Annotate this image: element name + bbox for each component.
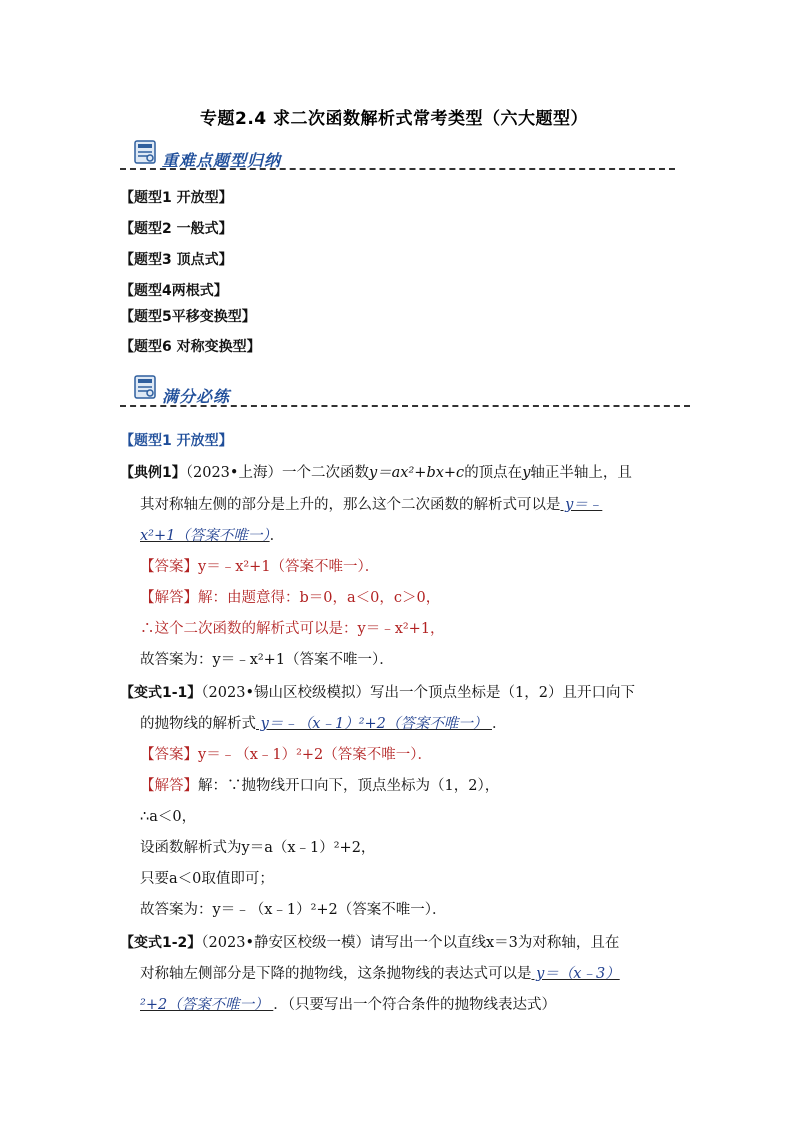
type1-heading: 【题型1 开放型】: [120, 433, 233, 449]
variant12-line1: 【变式1-2】（2023•静安区校级一模）请写出一个以直线x＝3为对称轴，且在: [120, 935, 620, 951]
toc-item: 【题型6 对称变换型】: [120, 339, 261, 355]
example1-solution-line3: 故答案为：y＝﹣x²+1（答案不唯一）．: [140, 652, 394, 668]
document-icon: [134, 140, 156, 164]
toc-item: 【题型2 一般式】: [120, 221, 233, 237]
example1-line2: 其对称轴左侧的部分是上升的，那么这个二次函数的解析式可以是 y＝﹣: [140, 497, 603, 513]
variant11-line2: 的抛物线的解析式 y＝﹣（x﹣1）²+2（答案不唯一） ．: [140, 716, 507, 732]
toc-item: 【题型4两根式】: [120, 283, 228, 299]
example1-line1: 【典例1】（2023•上海）一个二次函数y＝ax²+bx+c的顶点在y轴正半轴上，且: [120, 465, 632, 481]
answer-blank: y＝﹣: [560, 497, 603, 513]
variant11-solution-line5: 故答案为：y＝﹣（x﹣1）²+2（答案不唯一）．: [140, 902, 447, 918]
variant-tag: 【变式1-1】: [120, 685, 202, 701]
example1-line3: x²+1（答案不唯一）．: [140, 528, 285, 544]
section-divider: [120, 405, 690, 407]
section-heading-practice: 满分必练: [162, 387, 231, 406]
toc-item: 【题型5平移变换型】: [120, 309, 256, 325]
answer-blank: ²+2（答案不唯一）: [140, 997, 274, 1013]
answer-blank: x²+1（答案不唯一）: [140, 528, 270, 544]
variant11-answer: 【答案】y＝﹣（x﹣1）²+2（答案不唯一）．: [140, 747, 433, 763]
document-icon: [134, 375, 156, 399]
variant11-line1: 【变式1-1】（2023•锡山区校级模拟）写出一个顶点坐标是（1，2）且开口向下: [120, 685, 635, 701]
toc-item: 【题型1 开放型】: [120, 190, 233, 206]
section-heading-key-types: 重难点题型归纳: [162, 151, 282, 170]
example1-solution-line1: 【解答】解：由题意得：b＝0，a＜0，c＞0，: [140, 590, 441, 606]
variant12-line3: ²+2（答案不唯一） ．（只要写出一个符合条件的抛物线表达式）: [140, 997, 557, 1013]
variant11-solution-line2: ∴a＜0，: [140, 809, 197, 825]
section-divider: [120, 168, 675, 170]
variant11-solution-line1: 【解答】解：∵抛物线开口向下，顶点坐标为（1，2），: [140, 778, 500, 794]
answer-blank: y＝﹣（x﹣1）²+2（答案不唯一）: [256, 716, 492, 732]
example-tag: 【典例1】: [120, 465, 186, 481]
answer-blank: y＝（x﹣3）: [531, 966, 620, 982]
toc-item: 【题型3 顶点式】: [120, 252, 233, 268]
variant12-line2: 对称轴左侧部分是下降的抛物线，这条抛物线的表达式可以是 y＝（x﹣3）: [140, 966, 620, 982]
page-title: 专题2.4 求二次函数解析式常考类型（六大题型）: [200, 109, 589, 129]
variant11-solution-line3: 设函数解析式为y＝a（x﹣1）²+2，: [140, 840, 376, 856]
variant11-solution-line4: 只要a＜0取值即可；: [140, 871, 274, 887]
example1-answer: 【答案】y＝﹣x²+1（答案不唯一）．: [140, 559, 380, 575]
variant-tag: 【变式1-2】: [120, 935, 202, 951]
example1-solution-line2: ∴这个二次函数的解析式可以是：y＝﹣x²+1，: [140, 621, 445, 637]
